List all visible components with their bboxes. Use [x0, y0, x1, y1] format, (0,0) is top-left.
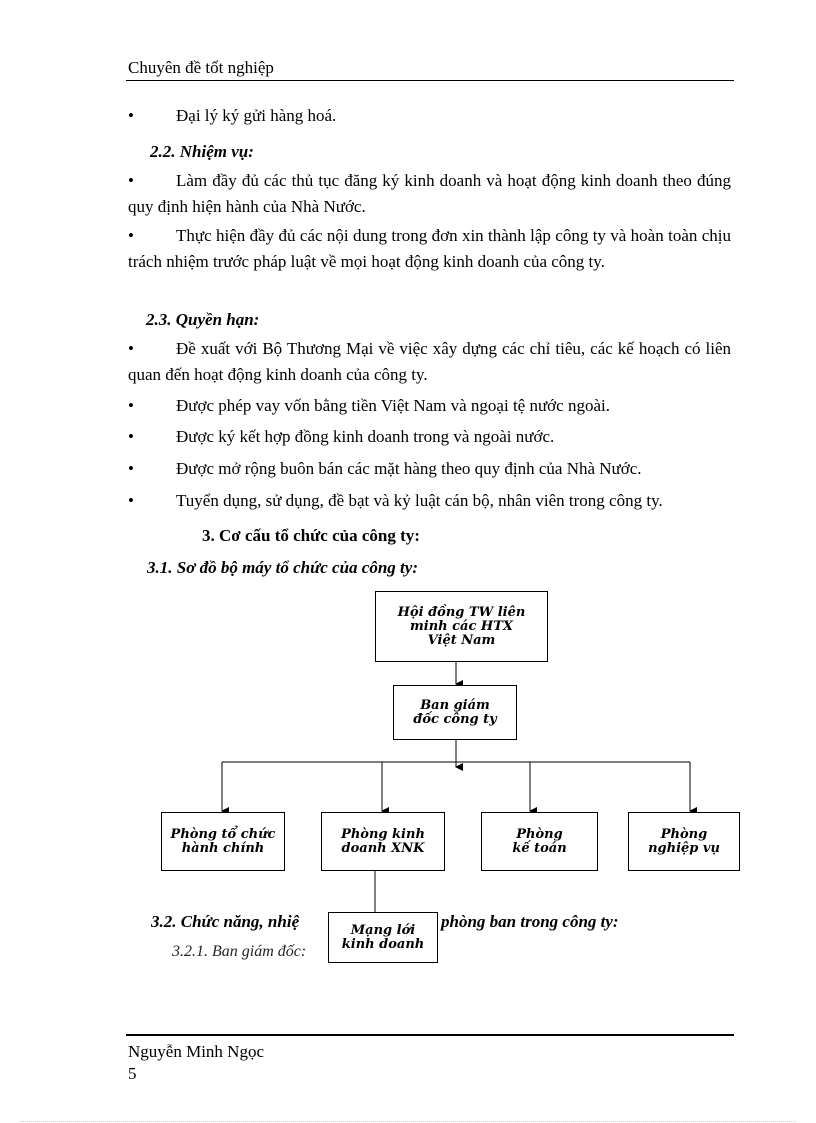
bullet-icon: • [128, 171, 134, 190]
org-box-operations [628, 812, 740, 871]
page-header-title: Chuyên đề tốt nghiệp [128, 58, 274, 77]
list-item-text: Được ký kết hợp đồng kinh doanh trong và ngoài nước. [176, 427, 555, 446]
subsection-heading-3-2-1: 3.2.1. Ban giám đốc: [172, 943, 307, 960]
section-heading-2-3: 2.3. Quyền hạn: [146, 310, 260, 329]
section-heading-3-2-right: phòng ban trong công ty: [441, 912, 619, 931]
bullet-icon: • [128, 106, 134, 125]
bullet-icon: • [128, 491, 134, 510]
org-box-line: Phòng kinh [341, 826, 425, 842]
page-number: 5 [128, 1064, 137, 1083]
org-box-line: kinh doanh [341, 936, 425, 952]
bullet-icon: • [128, 226, 134, 245]
org-box-line: đốc công ty [413, 711, 497, 727]
bullet-icon: • [128, 396, 134, 415]
org-box-board [393, 685, 517, 740]
paragraph-text: Làm đầy đủ các thủ tục đăng ký kinh doanh và hoạt động kinh doanh theo đúng quy định hiện hành của Nhà Nước. [128, 171, 731, 216]
org-box-line: Phòng [660, 826, 708, 842]
org-box-line: Hội đồng TW liên [397, 604, 526, 620]
list-item-text: Được phép vay vốn bằng tiền Việt Nam và ngoại tệ nước ngoài. [176, 396, 610, 415]
org-box-line: minh các HTX [410, 618, 513, 634]
bullet-icon: • [128, 339, 134, 358]
footer-author: Nguyễn Minh Ngọc [128, 1042, 264, 1061]
org-box-line: Việt Nam [427, 632, 496, 648]
org-box-line: Ban giám [420, 697, 490, 713]
section-heading-3-1: 3.1. Sơ đồ bộ máy tổ chức của công ty: [147, 558, 418, 577]
org-box-trade [321, 812, 445, 871]
list-item-text: Tuyển dụng, sử dụng, đề bạt và kỷ luật cán bộ, nhân viên trong công ty. [176, 491, 663, 510]
org-box-network [328, 912, 438, 963]
section-heading-3: 3. Cơ cấu tổ chức của công ty: [202, 526, 420, 545]
footer-rule [126, 1034, 734, 1036]
org-box-line: Phòng [516, 826, 563, 842]
org-box-line: Phòng tổ chức [170, 826, 276, 842]
org-box-line: hành chính [181, 840, 265, 856]
bullet-icon: • [128, 459, 134, 478]
list-item-text: Được mở rộng buôn bán các mặt hàng theo quy định của Nhà Nước. [176, 459, 642, 478]
section-heading-2-2: 2.2. Nhiệm vụ: [150, 142, 254, 161]
paragraph-text: Thực hiện đầy đủ các nội dung trong đơn xin thành lập công ty và hoàn toàn chịu trách nhiệm trước pháp luật về mọi hoạt động kinh doanh của công ty. [128, 226, 731, 271]
org-box-line: Mạng lới [350, 922, 416, 938]
org-box-accounting [481, 812, 598, 871]
section-heading-3-2-left: 3.2. Chức năng, nhiệ [151, 912, 300, 931]
paragraph-text: Đề xuất với Bộ Thương Mại về việc xây dựng các chỉ tiêu, các kế hoạch có liên quan đến hoạt động kinh doanh của công ty. [128, 339, 731, 384]
list-item-text: Đại lý ký gửi hàng hoá. [176, 106, 337, 125]
org-box-council [375, 591, 548, 662]
org-box-line: doanh XNK [341, 840, 425, 856]
page-edge [20, 1121, 796, 1122]
org-box-line: nghiệp vụ [648, 840, 720, 856]
org-box-admin [161, 812, 285, 871]
bullet-icon: • [128, 427, 134, 446]
org-box-line: kế toán [512, 840, 567, 856]
